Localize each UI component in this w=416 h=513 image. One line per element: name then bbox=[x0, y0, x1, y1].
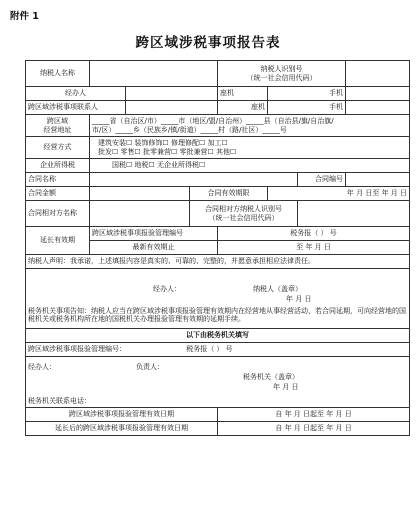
handler-landline-label: 座机 bbox=[218, 87, 268, 101]
contract-amount-label: 合同金额 bbox=[26, 187, 90, 201]
income-tax-options[interactable]: 国税☐ 地税☐ 无企业所得税☐ bbox=[90, 159, 410, 173]
address-label-line2: 经营地址 bbox=[43, 125, 72, 134]
declaration-date: 年 月 日 bbox=[286, 295, 312, 303]
valid-date-label: 跨区域涉税事项报验管理有效日期 bbox=[26, 408, 218, 422]
row-section-header bbox=[26, 329, 410, 343]
row-authority-signature bbox=[26, 357, 410, 408]
extension-cert-no-field[interactable]: 税务报（ ） 号 bbox=[218, 227, 410, 241]
row-authority-cert bbox=[26, 343, 410, 357]
extension-expiry-field[interactable]: 至 年 月 日 bbox=[218, 241, 410, 255]
row-valid-date bbox=[26, 408, 410, 422]
handler-label: 经办人 bbox=[26, 87, 126, 101]
address-label-line1: 跨区域 bbox=[47, 117, 68, 126]
counterparty-id-label-line1: 合同相对方纳税人识别号 bbox=[205, 205, 283, 214]
row-taxpayer bbox=[26, 61, 410, 87]
contact-mobile-field[interactable] bbox=[346, 101, 410, 115]
extension-expiry-label: 最新有效期止 bbox=[90, 241, 218, 255]
extended-valid-date-label: 延长后的跨区域涉税事项报验管理有效日期 bbox=[26, 422, 218, 436]
row-counterparty bbox=[26, 201, 410, 227]
extended-valid-date-field[interactable]: 自 年 月 日起至 年 月 日 bbox=[218, 422, 410, 436]
handler-field[interactable] bbox=[126, 87, 218, 101]
authority-cert-value[interactable]: 税务报（ ） 号 bbox=[186, 345, 233, 354]
contact-mobile-label: 手机 bbox=[268, 101, 346, 115]
handler-mobile-field[interactable] bbox=[346, 87, 410, 101]
report-form-table bbox=[25, 60, 410, 436]
authority-signature-cell bbox=[26, 357, 410, 408]
contract-period-field[interactable]: 年 月 日至 年 月 日 bbox=[268, 187, 410, 201]
counterparty-id-field[interactable] bbox=[298, 201, 410, 227]
business-mode-options[interactable] bbox=[90, 137, 410, 159]
row-handler bbox=[26, 87, 410, 101]
income-tax-label: 企业所得税 bbox=[26, 159, 90, 173]
address-field[interactable] bbox=[90, 115, 410, 137]
contract-no-label: 合同编号 bbox=[298, 173, 346, 187]
valid-date-field[interactable]: 自 年 月 日起至 年 月 日 bbox=[218, 408, 410, 422]
contract-period-label: 合同有效期限 bbox=[190, 187, 268, 201]
counterparty-name-label: 合同相对方名称 bbox=[26, 201, 90, 227]
counterparty-id-label bbox=[190, 201, 298, 227]
signature-notice-cell bbox=[26, 269, 410, 329]
authority-cert-label: 跨区域涉税事项报验管理编号： bbox=[28, 345, 126, 354]
authority-date: 年 月 日 bbox=[273, 383, 299, 391]
taxpayer-id-label-line1: 纳税人识别号 bbox=[260, 65, 303, 74]
row-extension-cert bbox=[26, 227, 410, 241]
row-contact bbox=[26, 101, 410, 115]
tax-authority-section-header: 以下由税务机关填写 bbox=[26, 329, 410, 343]
taxpayer-id-label-line2: （统一社会信用代码） bbox=[246, 73, 317, 82]
counterparty-name-field[interactable] bbox=[90, 201, 190, 227]
contact-label: 跨区域涉税事项联系人 bbox=[26, 101, 126, 115]
row-business-mode bbox=[26, 137, 410, 159]
handler-mobile-label: 手机 bbox=[268, 87, 346, 101]
row-extended-valid-date bbox=[26, 422, 410, 436]
contract-amount-field[interactable] bbox=[90, 187, 190, 201]
row-contract-amount bbox=[26, 187, 410, 201]
business-mode-label: 经营方式 bbox=[26, 137, 90, 159]
counterparty-id-label-line2: （统一社会信用代码） bbox=[208, 213, 279, 222]
handler-signature-label: 经办人： bbox=[153, 285, 181, 293]
authority-seal-label: 税务机关（盖章） bbox=[243, 373, 299, 381]
authority-cert-cell bbox=[26, 343, 410, 357]
contract-no-field[interactable] bbox=[346, 173, 410, 187]
row-income-tax bbox=[26, 159, 410, 173]
contract-name-field[interactable] bbox=[90, 173, 298, 187]
authority-phone-label: 税务机关联系电话： bbox=[28, 397, 91, 405]
contract-name-label: 合同名称 bbox=[26, 173, 90, 187]
business-mode-line2: 批发☐ 零售☐ 批零兼营☐ 零批兼营☐ 其他☐ bbox=[98, 147, 237, 156]
taxpayer-id-label bbox=[218, 61, 346, 87]
taxpayer-declaration: 纳税人声明：我承诺，上述填报内容是真实的、可靠的、完整的，并愿意承担相应法律责任。 bbox=[26, 255, 410, 269]
authority-leader-label: 负责人： bbox=[136, 363, 164, 371]
extension-label: 延长有效期 bbox=[26, 227, 90, 255]
taxpayer-name-label: 纳税人名称 bbox=[26, 61, 90, 87]
extension-cert-no-label: 跨区域涉税事项报验管理编号 bbox=[90, 227, 218, 241]
taxpayer-id-field[interactable] bbox=[346, 61, 410, 87]
page-title: 跨区域涉税事项报告表 bbox=[135, 35, 281, 51]
row-address bbox=[26, 115, 410, 137]
attachment-label: 附件 1 bbox=[10, 11, 39, 22]
contact-landline-label: 座机 bbox=[218, 101, 268, 115]
contact-field[interactable] bbox=[126, 101, 218, 115]
address-line2: 市/区）_____乡（民族乡/镇/街道）_____村（路/社区）_____号 bbox=[92, 125, 287, 134]
taxpayer-name-field[interactable] bbox=[90, 61, 218, 87]
address-line1: _____省（自治区/市）_____市（地区/盟/自治州）_____县（自治县/旗/自治旗/ bbox=[92, 117, 334, 126]
authority-handler-label: 经办人： bbox=[28, 363, 56, 371]
business-mode-line1: 建筑安装☐ 装饰修饰☐ 修理修配☐ 加工☐ bbox=[98, 139, 228, 148]
row-contract-name bbox=[26, 173, 410, 187]
row-declaration bbox=[26, 255, 410, 269]
taxpayer-seal-label: 纳税人（盖章） bbox=[253, 285, 302, 293]
row-signature-notice bbox=[26, 269, 410, 329]
tax-authority-notice: 税务机关事项告知：纳税人应当在跨区域涉税事项报验管理有效期内在经营地从事经营活动，若合同延期，可向经营地的国税机关或税务机构所在地的国税机关办理报验管理有效期的延期手续。 bbox=[28, 307, 406, 324]
address-label bbox=[26, 115, 90, 137]
